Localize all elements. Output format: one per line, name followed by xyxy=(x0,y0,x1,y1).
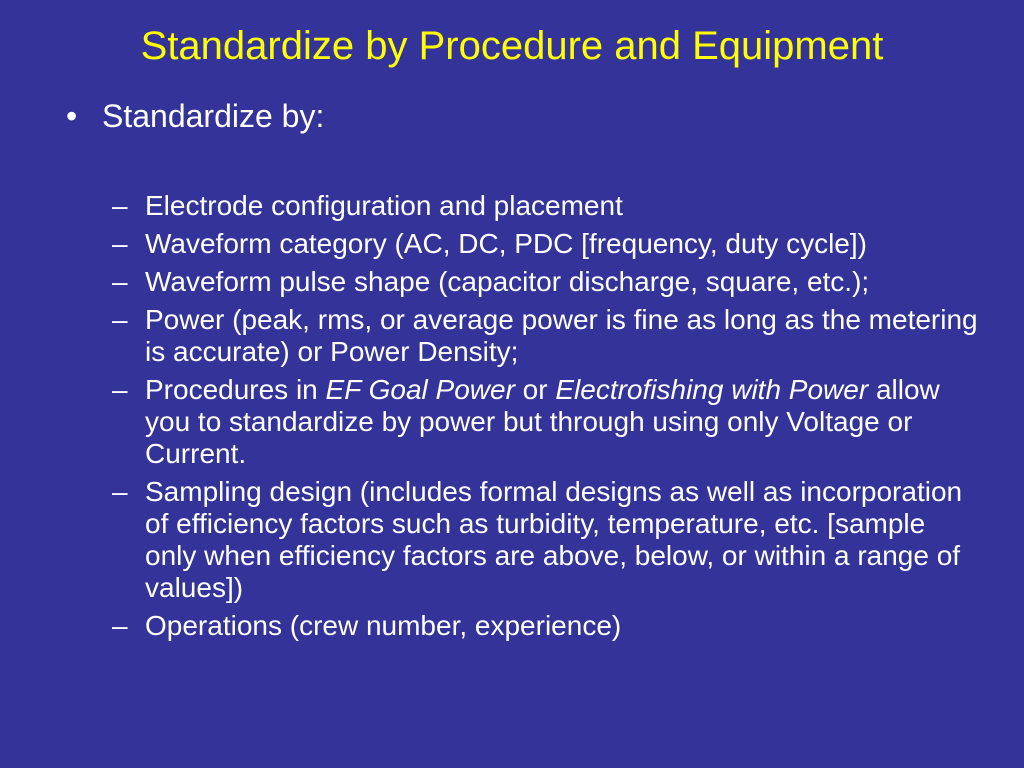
sub-bullet-list xyxy=(112,190,982,648)
sub-bullet-text: Operations (crew number, experience) xyxy=(145,610,622,641)
sub-bullet-item xyxy=(112,304,982,368)
sub-bullet-item xyxy=(112,610,982,642)
dash-icon: – xyxy=(112,304,128,335)
dash-icon: – xyxy=(112,266,128,297)
sub-bullet-text: Power (peak, rms, or average power is fine as long as the metering is accurate) or Power Density; xyxy=(145,304,978,367)
sub-bullet-text-part: allow you to standardize by power but through using only Voltage or Current. xyxy=(145,374,940,469)
sub-bullet-text-part: or xyxy=(514,374,556,405)
dash-icon: – xyxy=(112,228,128,259)
main-bullet-text: Standardize by: xyxy=(102,98,325,134)
bullet-icon: • xyxy=(66,98,78,134)
sub-bullet-item xyxy=(112,374,982,470)
electrofishing-with-power-title: Electrofishing with Power xyxy=(555,374,869,405)
slide-title: Standardize by Procedure and Equipment xyxy=(140,24,884,68)
sub-bullet-text: Waveform pulse shape (capacitor discharge, square, etc.); xyxy=(145,266,870,297)
dash-icon: – xyxy=(112,190,128,221)
main-bullet xyxy=(66,96,324,136)
sub-bullet-item xyxy=(112,190,982,222)
sub-bullet-text: Electrode configuration and placement xyxy=(145,190,623,221)
sub-bullet-text: Waveform category (AC, DC, PDC [frequency, duty cycle]) xyxy=(145,228,867,259)
ef-goal-power-title: EF Goal Power xyxy=(325,374,515,405)
sub-bullet-item xyxy=(112,228,982,260)
dash-icon: – xyxy=(112,610,128,641)
sub-bullet-item xyxy=(112,476,982,604)
sub-bullet-text: Sampling design (includes formal designs as well as incorporation of efficiency factors such as turbidity, temperature, etc. [sample only when efficiency factors are above, below, or within a range of values]) xyxy=(145,476,963,603)
sub-bullet-item xyxy=(112,266,982,298)
sub-bullet-text-part: Procedures in xyxy=(145,374,326,405)
dash-icon: – xyxy=(112,374,128,405)
dash-icon: – xyxy=(112,476,128,507)
